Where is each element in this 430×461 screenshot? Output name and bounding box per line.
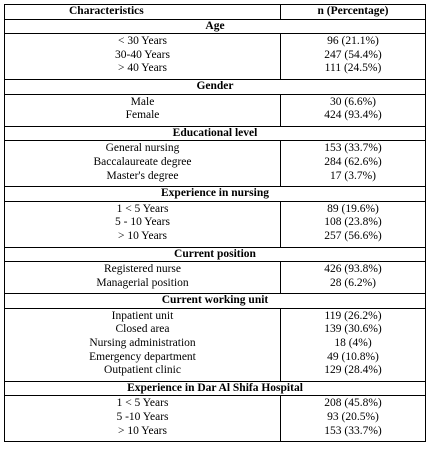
row-label: General nursing — [105, 142, 180, 155]
section-data-row — [5, 262, 426, 294]
row-value: 257 (56.6%) — [324, 229, 382, 242]
section-values-cell — [281, 201, 426, 247]
row-label: 5 - 10 Years — [115, 216, 170, 229]
row-label: Closed area — [115, 323, 170, 336]
section-data-row — [5, 34, 426, 80]
demographics-table — [4, 4, 426, 442]
section-title-educational-level: Educational level — [5, 126, 426, 141]
row-label: > 10 Years — [118, 424, 167, 437]
section-values-cell — [281, 94, 426, 126]
row-label: < 30 Years — [118, 35, 167, 48]
section-header-row — [5, 187, 426, 202]
section-header-row — [5, 126, 426, 141]
section-header-row — [5, 19, 426, 34]
section-title-current-working-unit: Current working unit — [5, 294, 426, 309]
row-label: Managerial position — [96, 276, 189, 289]
row-value: 111 (24.5%) — [324, 62, 382, 75]
section-header-row — [5, 247, 426, 262]
row-value: 108 (23.8%) — [324, 216, 382, 229]
row-value: 284 (62.6%) — [324, 155, 382, 168]
row-value: 153 (33.7%) — [324, 142, 382, 155]
section-labels-cell — [5, 34, 281, 80]
row-value: 49 (10.8%) — [327, 350, 379, 363]
row-label: Registered nurse — [104, 263, 181, 276]
row-value: 28 (6.2%) — [330, 276, 376, 289]
row-value: 426 (93.8%) — [324, 263, 382, 276]
section-title-experience-in-nursing: Experience in nursing — [5, 187, 426, 202]
section-header-row — [5, 79, 426, 94]
header-characteristics: Characteristics — [5, 5, 281, 20]
row-value: 30 (6.6%) — [330, 95, 376, 108]
section-values-cell — [281, 396, 426, 442]
section-labels-cell — [5, 396, 281, 442]
section-header-row — [5, 381, 426, 396]
section-data-row — [5, 141, 426, 187]
section-values-cell — [281, 141, 426, 187]
section-labels-cell — [5, 141, 281, 187]
section-data-row — [5, 308, 426, 381]
row-value: 208 (45.8%) — [324, 397, 382, 410]
section-labels-cell — [5, 94, 281, 126]
table-header-row — [5, 5, 426, 20]
row-label: Emergency department — [89, 350, 196, 363]
row-label: Baccalaureate degree — [93, 155, 192, 168]
section-labels-cell — [5, 262, 281, 294]
row-label: Nursing administration — [89, 337, 196, 350]
row-value: 119 (26.2%) — [324, 309, 382, 322]
section-values-cell — [281, 308, 426, 381]
row-value: 96 (21.1%) — [327, 35, 379, 48]
row-value: 129 (28.4%) — [324, 364, 382, 377]
row-value: 89 (19.6%) — [327, 202, 379, 215]
section-values-cell — [281, 34, 426, 80]
section-data-row — [5, 94, 426, 126]
section-header-row — [5, 294, 426, 309]
section-data-row — [5, 396, 426, 442]
row-value: 18 (4%) — [334, 337, 372, 350]
row-label: Female — [125, 109, 160, 122]
row-value: 93 (20.5%) — [327, 411, 379, 424]
row-value: 424 (93.4%) — [324, 109, 382, 122]
section-title-age: Age — [5, 19, 426, 34]
row-label: 30-40 Years — [115, 48, 170, 61]
row-label: > 40 Years — [118, 62, 167, 75]
table-body — [5, 19, 426, 442]
row-label: Male — [130, 95, 155, 108]
row-label: 5 -10 Years — [116, 411, 169, 424]
row-label: Outpatient clinic — [104, 364, 181, 377]
row-label: Master's degree — [106, 169, 179, 182]
section-values-cell — [281, 262, 426, 294]
section-title-experience-in-dar-al-shifa-hospital: Experience in Dar Al Shifa Hospital — [5, 381, 426, 396]
row-label: 1 < 5 Years — [116, 397, 169, 410]
header-n-percentage: n (Percentage) — [281, 5, 426, 20]
row-value: 153 (33.7%) — [324, 424, 382, 437]
row-label: Inpatient unit — [111, 309, 174, 322]
section-title-current-position: Current position — [5, 247, 426, 262]
row-value: 247 (54.4%) — [324, 48, 382, 61]
row-value: 139 (30.6%) — [324, 323, 382, 336]
row-label: > 10 Years — [118, 229, 167, 242]
section-title-gender: Gender — [5, 79, 426, 94]
section-labels-cell — [5, 201, 281, 247]
row-label: 1 < 5 Years — [116, 202, 169, 215]
section-labels-cell — [5, 308, 281, 381]
row-value: 17 (3.7%) — [330, 169, 376, 182]
section-data-row — [5, 201, 426, 247]
